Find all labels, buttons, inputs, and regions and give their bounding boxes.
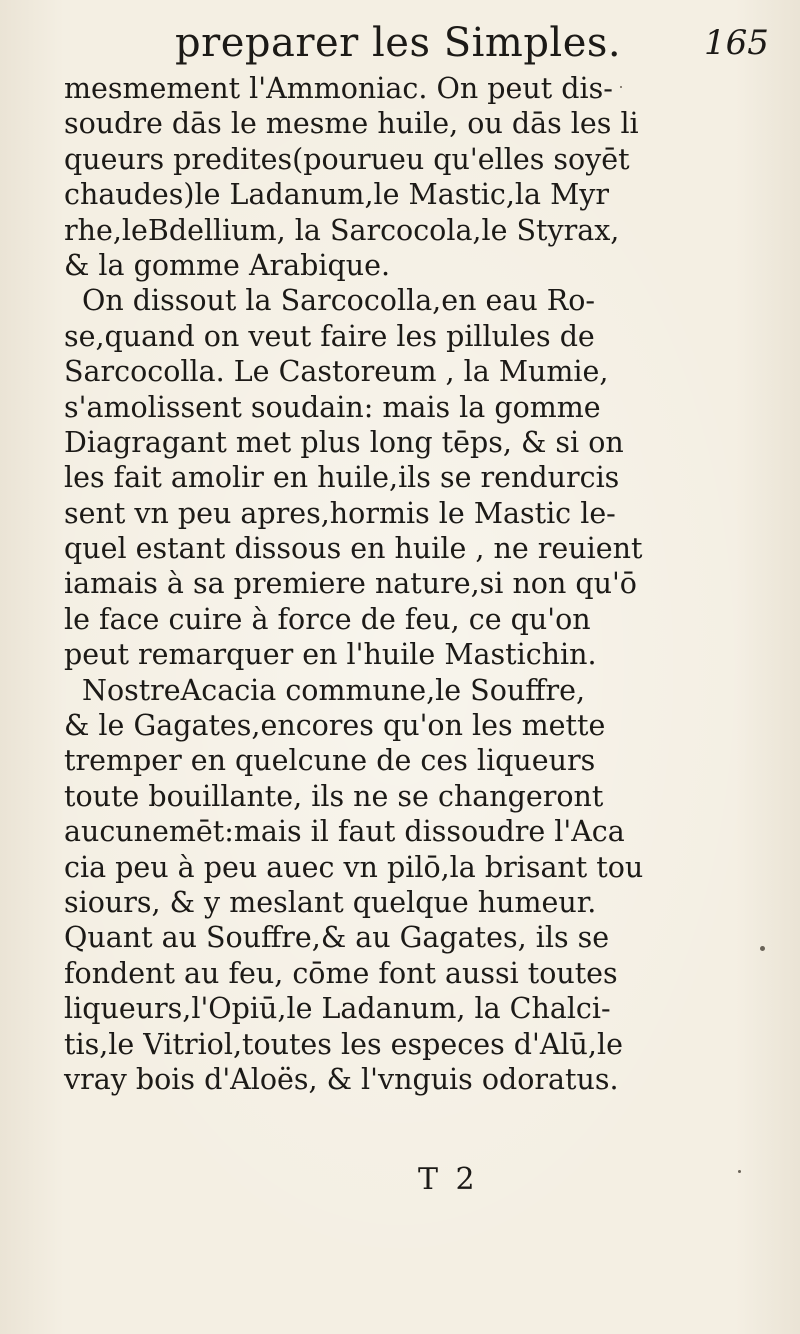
- text-line: liqueurs,l'Opiū,le Ladanum, la Chalci-: [64, 992, 611, 1026]
- text-line: sent vn peu apres,hormis le Mastic le-: [64, 496, 616, 530]
- body-text: [64, 71, 764, 1097]
- text-line: tremper en quelcune de ces liqueurs: [64, 744, 596, 778]
- text-line: vray bois d'Aloës, & l'vnguis odoratus.: [64, 1062, 619, 1096]
- page-header: [0, 18, 800, 68]
- text-line: se,quand on veut faire les pillules de: [64, 319, 595, 353]
- text-line: peut remarquer en l'huile Mastichin.: [64, 638, 597, 672]
- text-line: quel estant dissous en huile , ne reuient: [64, 532, 643, 566]
- text-line: toute bouillante, ils ne se changeront: [64, 779, 604, 813]
- text-line: chaudes)le Ladanum,le Mastic,la Myr: [64, 178, 610, 212]
- text-line: soudre dās le mesme huile, ou dās les li: [64, 107, 639, 141]
- text-line: rhe,leBdellium, la Sarcocola,le Styrax,: [64, 213, 620, 247]
- text-line: le face cuire à force de feu, ce qu'on: [64, 602, 591, 636]
- text-line: cia peu à peu auec vn pilō,la brisant tou: [64, 850, 644, 884]
- text-line: & la gomme Arabique.: [64, 248, 391, 282]
- text-line: Quant au Souffre,& au Gagates, ils se: [64, 921, 610, 955]
- text-line: Sarcocolla. Le Castoreum , la Mumie,: [64, 355, 609, 389]
- text-line: iamais à sa premiere nature,si non qu'ō: [64, 567, 637, 601]
- ink-speck: [620, 86, 622, 88]
- running-head: preparer les Simples.: [175, 20, 622, 66]
- text-line: On dissout la Sarcocolla,en eau Ro-: [82, 284, 596, 318]
- text-line: les fait amolir en huile,ils se rendurcis: [64, 461, 620, 495]
- text-line: siours, & y meslant quelque humeur.: [64, 885, 597, 919]
- text-line: & le Gagates,encores qu'on les mette: [64, 709, 606, 743]
- text-line: tis,le Vitriol,toutes les especes d'Alū,le: [64, 1027, 623, 1061]
- signature-mark: T 2: [418, 1162, 479, 1197]
- text-line: fondent au feu, cōme font aussi toutes: [64, 956, 618, 990]
- text-line: s'amolissent soudain: mais la gomme: [64, 390, 601, 424]
- ink-speck: [738, 1170, 741, 1173]
- text-line: Diagragant met plus long tēps, & si on: [64, 425, 624, 459]
- text-line: NostreAcacia commune,le Souffre,: [82, 673, 586, 707]
- text-line: queurs predites(pourueu qu'elles soyēt: [64, 142, 630, 176]
- text-line: mesmement l'Ammoniac. On peut dis-: [64, 72, 613, 105]
- text-line: aucunemēt:mais il faut dissoudre l'Aca: [64, 815, 625, 849]
- page-number: 165: [704, 23, 769, 63]
- ink-speck: [760, 946, 765, 951]
